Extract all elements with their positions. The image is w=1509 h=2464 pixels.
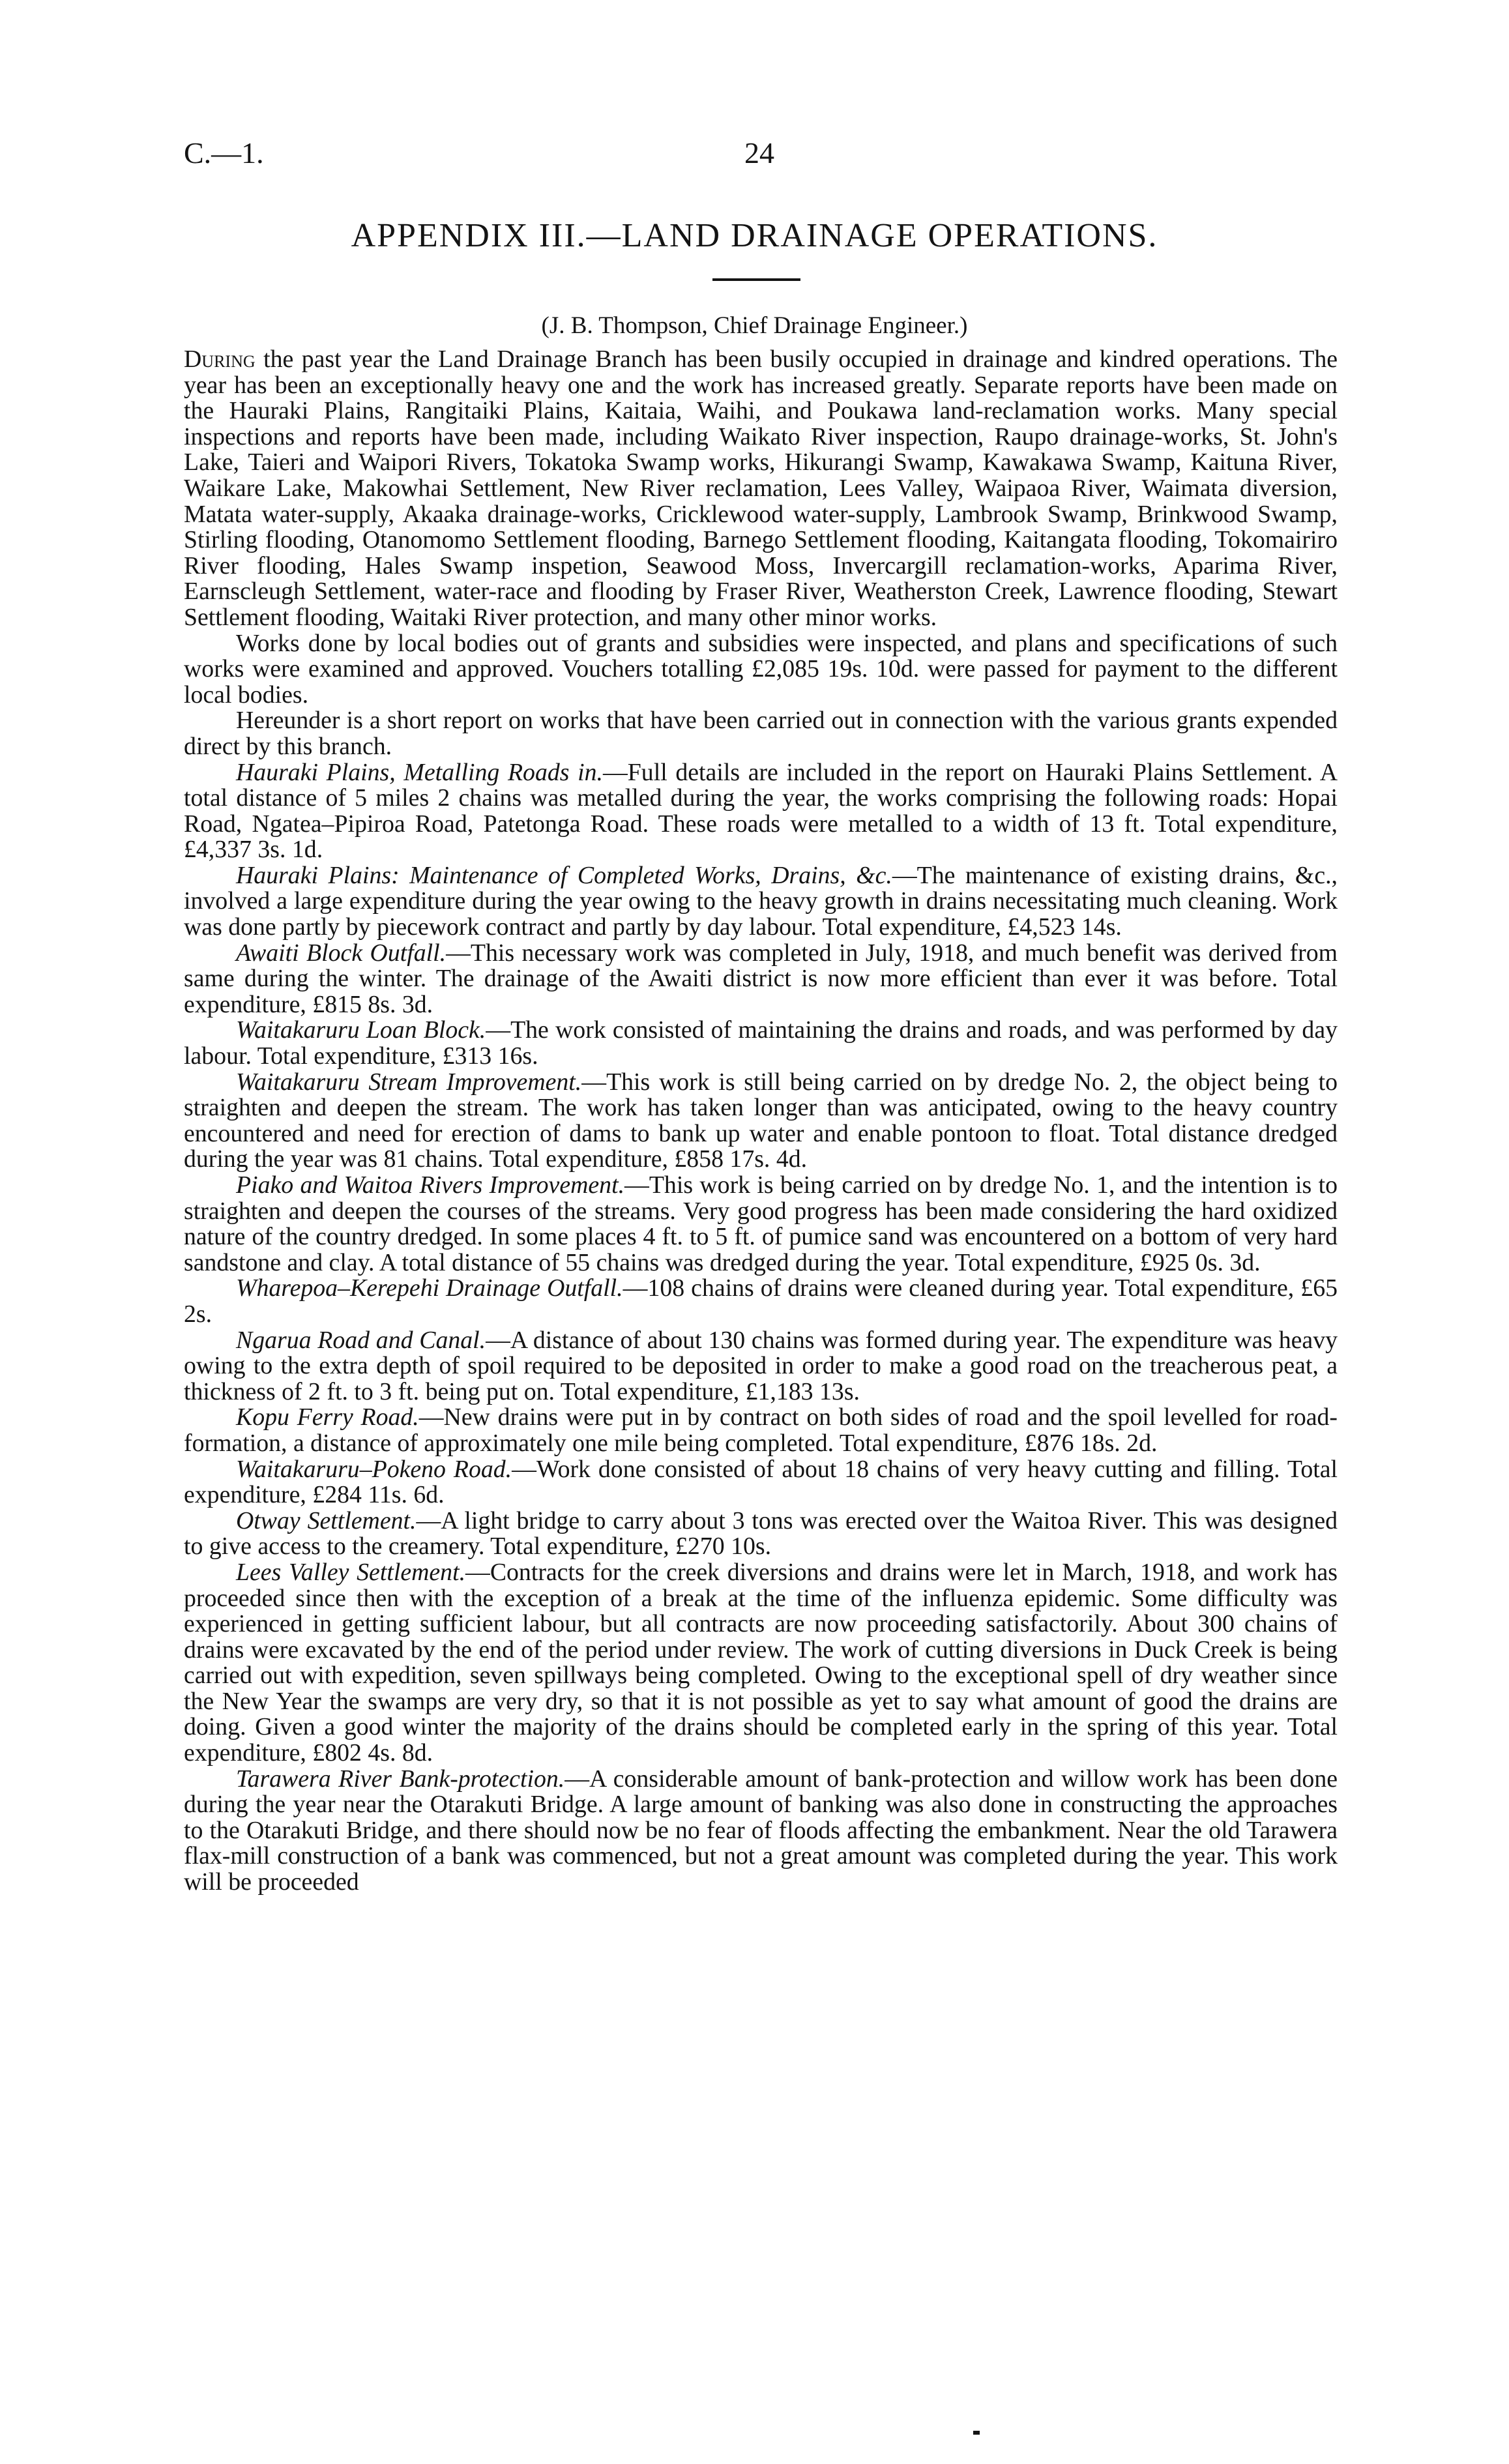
paragraph xyxy=(184,1328,1338,1405)
paragraph-text: —The maintenance of existing drains, &c., involved a large expenditure during the year owing to the heavy growth in drains necessitating much cleaning. Work was done partly by piecework contract and partly by day labour. Total expenditure, £4,523 14s. xyxy=(184,861,1338,941)
paragraph xyxy=(184,1457,1338,1508)
paragraph xyxy=(184,863,1338,941)
paragraph-text: —A light bridge to carry about 3 tons was erected over the Waitoa River. This was designed to give access to the creamery. Total expenditure, £270 10s. xyxy=(184,1506,1338,1561)
paragraph-text: —Work done consisted of about 18 chains of very heavy cutting and filling. Total expenditure, £284 11s. 6d. xyxy=(184,1455,1338,1509)
paragraph-heading: Tarawera River Bank-protection. xyxy=(236,1765,565,1793)
paragraph-text: —New drains were put in by contract on both sides of road and the spoil levelled for road-formation, a distance of approximately one mile being completed. Total expenditure, £876 18s. 2d. xyxy=(184,1403,1338,1457)
paragraph-text: —A distance of about 130 chains was formed during year. The expenditure was heavy owing to the extra depth of spoil required to be deposited in order to make a good road on the treacherous peat, a thickness of 2 ft. to 3 ft. being put on. Total expenditure, £1,183 13s. xyxy=(184,1326,1338,1405)
document-reference: C.—1. xyxy=(184,136,264,169)
page-number: 24 xyxy=(744,136,774,169)
paragraph-text: Works done by local bodies out of grants and subsidies were inspected, and plans and specifications of such works were examined and approved. Vouchers totalling £2,085 19s. 10d. were passed for payment to the different local bodies. xyxy=(184,629,1338,709)
paragraph-heading: Otway Settlement. xyxy=(236,1506,417,1534)
paragraph xyxy=(184,1018,1338,1069)
paragraph xyxy=(184,1070,1338,1173)
paragraph-heading: Kopu Ferry Road. xyxy=(236,1403,419,1431)
paragraph-heading: Lees Valley Settlement. xyxy=(236,1558,466,1586)
paragraph xyxy=(184,941,1338,1018)
paragraph-text: —This work is still being carried on by dredge No. 2, the object being to straighten and deepen the stream. The work has taken longer than was anticipated, owing to the heavy country encountered and need for erection of dams to bank up water and enable pontoon to float. Total distance dredged during the year was 81 chains. Total expenditure, £858 17s. 4d. xyxy=(184,1068,1338,1173)
paragraph xyxy=(184,1276,1338,1327)
print-speck xyxy=(973,2431,980,2435)
paragraph xyxy=(184,760,1338,863)
paragraph xyxy=(184,1173,1338,1276)
intro-lead-word: During xyxy=(184,345,256,373)
paragraph xyxy=(184,1508,1338,1560)
intro-paragraph xyxy=(184,347,1338,631)
paragraph-text: —This necessary work was completed in July, 1918, and much benefit was derived from same during the winter. The drainage of the Awaiti district is now more efficient than ever it was before. Total expenditure, £815 8s. 3d. xyxy=(184,939,1338,1018)
paragraph xyxy=(184,1767,1338,1896)
paragraph-heading: Awaiti Block Outfall. xyxy=(236,939,447,967)
paragraph-heading: Waitakaruru Loan Block. xyxy=(236,1016,486,1044)
body-text xyxy=(184,347,1338,1896)
paragraph-heading: Waitakaruru–Pokeno Road. xyxy=(236,1455,512,1483)
paragraph xyxy=(184,631,1338,709)
paragraph-heading: Piako and Waitoa Rivers Improvement. xyxy=(236,1171,625,1199)
paragraph xyxy=(184,1405,1338,1456)
paragraph xyxy=(184,1560,1338,1767)
paragraph-heading: Hauraki Plains, Metalling Roads in. xyxy=(236,758,603,786)
author-byline: (J. B. Thompson, Chief Drainage Engineer.) xyxy=(541,312,968,339)
paragraph-text: —Contracts for the creek diversions and drains were let in March, 1918, and work has proceeded since then with the exception of a break at the time of the influenza epidemic. Some difficulty was experienced in getting sufficient labour, but all contracts are now proceeding satisfactorily. About 300 chains of drains were excavated by the end of the period under review. The work of cutting diversions in Duck Creek is being carried out with expedition, seven spillways being completed. Owing to the exceptional spell of dry weather since the New Year the swamps are very dry, so that it is not possible as yet to say what amount of good the drains are doing. Given a good winter the majority of the drains should be completed early in the spring of this year. Total expenditure, £802 4s. 8d. xyxy=(184,1558,1338,1767)
paragraph-heading: Waitakaruru Stream Improvement. xyxy=(236,1068,582,1096)
paragraph-text: Hereunder is a short report on works that have been carried out in connection with the various grants expended direct by this branch. xyxy=(184,707,1338,760)
paragraph-heading: Ngarua Road and Canal. xyxy=(236,1326,486,1354)
paragraph-heading: Wharepoa–Kerepehi Drainage Outfall. xyxy=(236,1274,623,1302)
paragraph-text: —This work is being carried on by dredge No. 1, and the intention is to straighten and deepen the courses of the streams. Very good progress has been made considering the hard oxidized nature of the country dredged. In some places 4 ft. to 5 ft. of pumice sand was encountered on a bottom of very hard sandstone and clay. A total distance of 55 chains was dredged during the year. Total expenditure, £925 0s. 3d. xyxy=(184,1171,1338,1276)
intro-text: the past year the Land Drainage Branch has been busily occupied in drainage and kindred operations. The year has been an exceptionally heavy one and the work has increased greatly. Separate reports have been made on the Hauraki Plains, Rangitaiki Plains, Kaitaia, Waihi, and Poukawa land-reclamation works. Many special inspections and reports have been made, including Waikato River inspection, Raupo drainage-works, St. John's Lake, Taieri and Waipori Rivers, Tokatoka Swamp works, Hikurangi Swamp, Kawakawa Swamp, Kaituna River, Waikare Lake, Makowhai Settlement, New River reclamation, Lees Valley, Waipaoa River, Waimata diversion, Matata water-supply, Akaaka drainage-works, Cricklewood water-supply, Lambrook Swamp, Brinkwood Swamp, Stirling flooding, Otanomomo Settlement flooding, Barnego Settlement flooding, Kaitangata flooding, Tokomairiro River flooding, Hales Swamp inspetion, Seawood Moss, Invercargill reclamation-works, Aparima River, Earnscleugh Settlement, water-race and flooding by Fraser River, Weatherston Creek, Lawrence flooding, Stewart Settlement flooding, Waitaki River protection, and many other minor works. xyxy=(184,345,1338,631)
paragraph-text: —The work consisted of maintaining the drains and roads, and was performed by day labour. Total expenditure, £313 16s. xyxy=(184,1016,1338,1070)
page-title: APPENDIX III.—LAND DRAINAGE OPERATIONS. xyxy=(351,217,1158,254)
paragraph-heading: Hauraki Plains: Maintenance of Completed Works, Drains, &c. xyxy=(236,861,892,889)
title-divider xyxy=(712,278,800,281)
paragraph-text: —Full details are included in the report on Hauraki Plains Settlement. A total distance of 5 miles 2 chains was metalled during the year, the works comprising the following roads: Hopai Road, Ngatea–Pipiroa Road, Patetonga Road. These roads were metalled to a width of 13 ft. Total expenditure, £4,337 3s. 1d. xyxy=(184,758,1338,864)
paragraph-text: —108 chains of drains were cleaned during year. Total expenditure, £65 2s. xyxy=(184,1274,1338,1328)
paragraph xyxy=(184,708,1338,759)
paragraph-text: —A considerable amount of bank-protection and willow work has been done during the year near the Otarakuti Bridge. A large amount of banking was also done in constructing the approaches to the Otarakuti Bridge, and there should now be no fear of floods affecting the embankment. Near the old Tarawera flax-mill construction of a bank was commenced, but not a great amount was completed during the year. This work will be proceeded xyxy=(184,1765,1338,1896)
